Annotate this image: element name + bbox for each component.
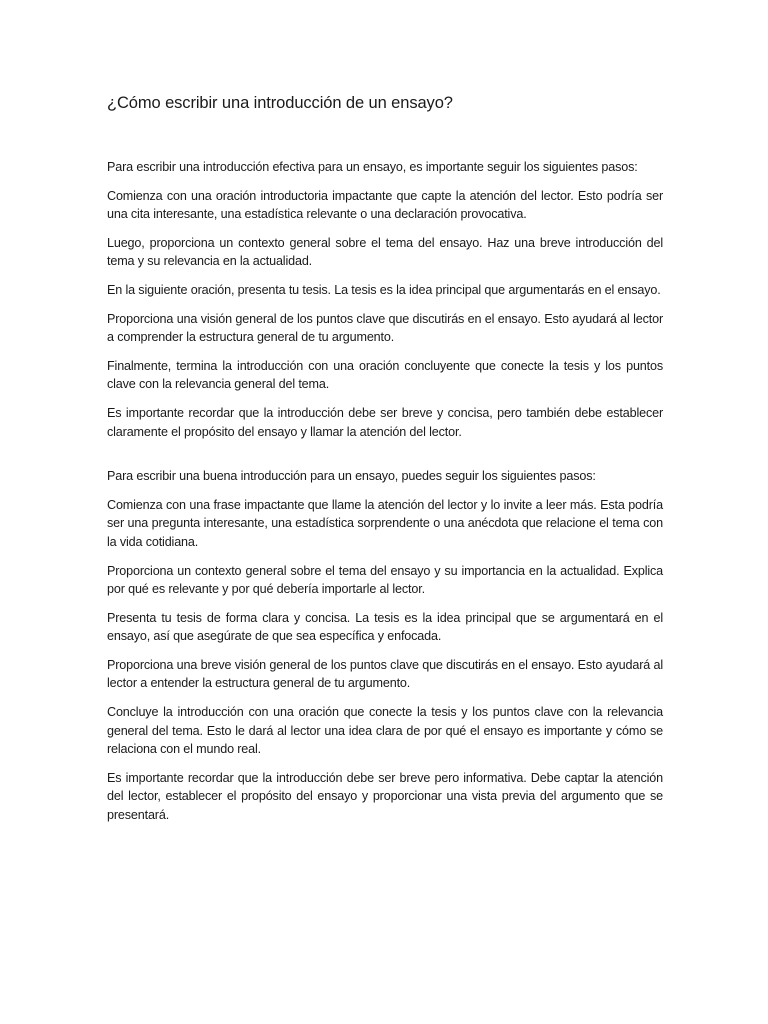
paragraph: Finalmente, termina la introducción con una oración concluyente que conecte la tesis y los puntos clave con la relevancia general del tema. bbox=[107, 358, 663, 392]
document-title: ¿Cómo escribir una introducción de un ensayo? bbox=[107, 94, 453, 112]
paragraph: Es importante recordar que la introducción debe ser breve y concisa, pero también debe establecer claramente el propósito del ensayo y llamar la atención del lector. bbox=[107, 405, 663, 439]
paragraph: Proporciona un contexto general sobre el tema del ensayo y su importancia en la actualidad. Explica por qué es relevante y por qué debería importarle al lector. bbox=[107, 563, 663, 597]
paragraph: Para escribir una introducción efectiva para un ensayo, es importante seguir los siguientes pasos: bbox=[107, 160, 638, 174]
paragraph: En la siguiente oración, presenta tu tesis. La tesis es la idea principal que argumentarás en el ensayo. bbox=[107, 282, 661, 297]
paragraph: Luego, proporciona un contexto general sobre el tema del ensayo. Haz una breve introducción del tema y su relevancia en la actualidad. bbox=[107, 235, 663, 269]
paragraph: Para escribir una buena introducción para un ensayo, puedes seguir los siguientes pasos: bbox=[107, 469, 596, 484]
paragraph: Proporciona una visión general de los puntos clave que discutirás en el ensayo. Esto ayudará al lector a comprender la estructura general de tu argumento. bbox=[107, 311, 663, 345]
document-body bbox=[107, 92, 663, 835]
paragraph: Comienza con una oración introductoria impactante que capte la atención del lector. Esto podría ser una cita interesante, una estadística relevante o una declaración provocativa. bbox=[107, 188, 663, 222]
section-1 bbox=[107, 158, 663, 441]
paragraph: Comienza con una frase impactante que llame la atención del lector y lo invite a leer más. Esta podría ser una pregunta interesante, una estadística sorprendente o una anécdota que relacione el tema con la vida cotidiana. bbox=[107, 497, 663, 549]
section-2 bbox=[107, 467, 663, 825]
paragraph: Concluye la introducción con una oración que conecte la tesis y los puntos clave con la relevancia general del tema. Esto le dará al lector una idea clara de por qué el ensayo es importante y cómo se relaciona con el mundo real. bbox=[107, 705, 663, 757]
paragraph: Es importante recordar que la introducción debe ser breve pero informativa. Debe captar la atención del lector, establecer el propósito del ensayo y proporcionar una vista previa del argumento que se presentará. bbox=[107, 770, 663, 823]
paragraph: Proporciona una breve visión general de los puntos clave que discutirás en el ensayo. Esto ayudará al lector a entender la estructura general de tu argumento. bbox=[107, 657, 663, 691]
paragraph: Presenta tu tesis de forma clara y concisa. La tesis es la idea principal que se argumentará en el ensayo, así que asegúrate de que sea específica y enfocada. bbox=[107, 610, 663, 644]
